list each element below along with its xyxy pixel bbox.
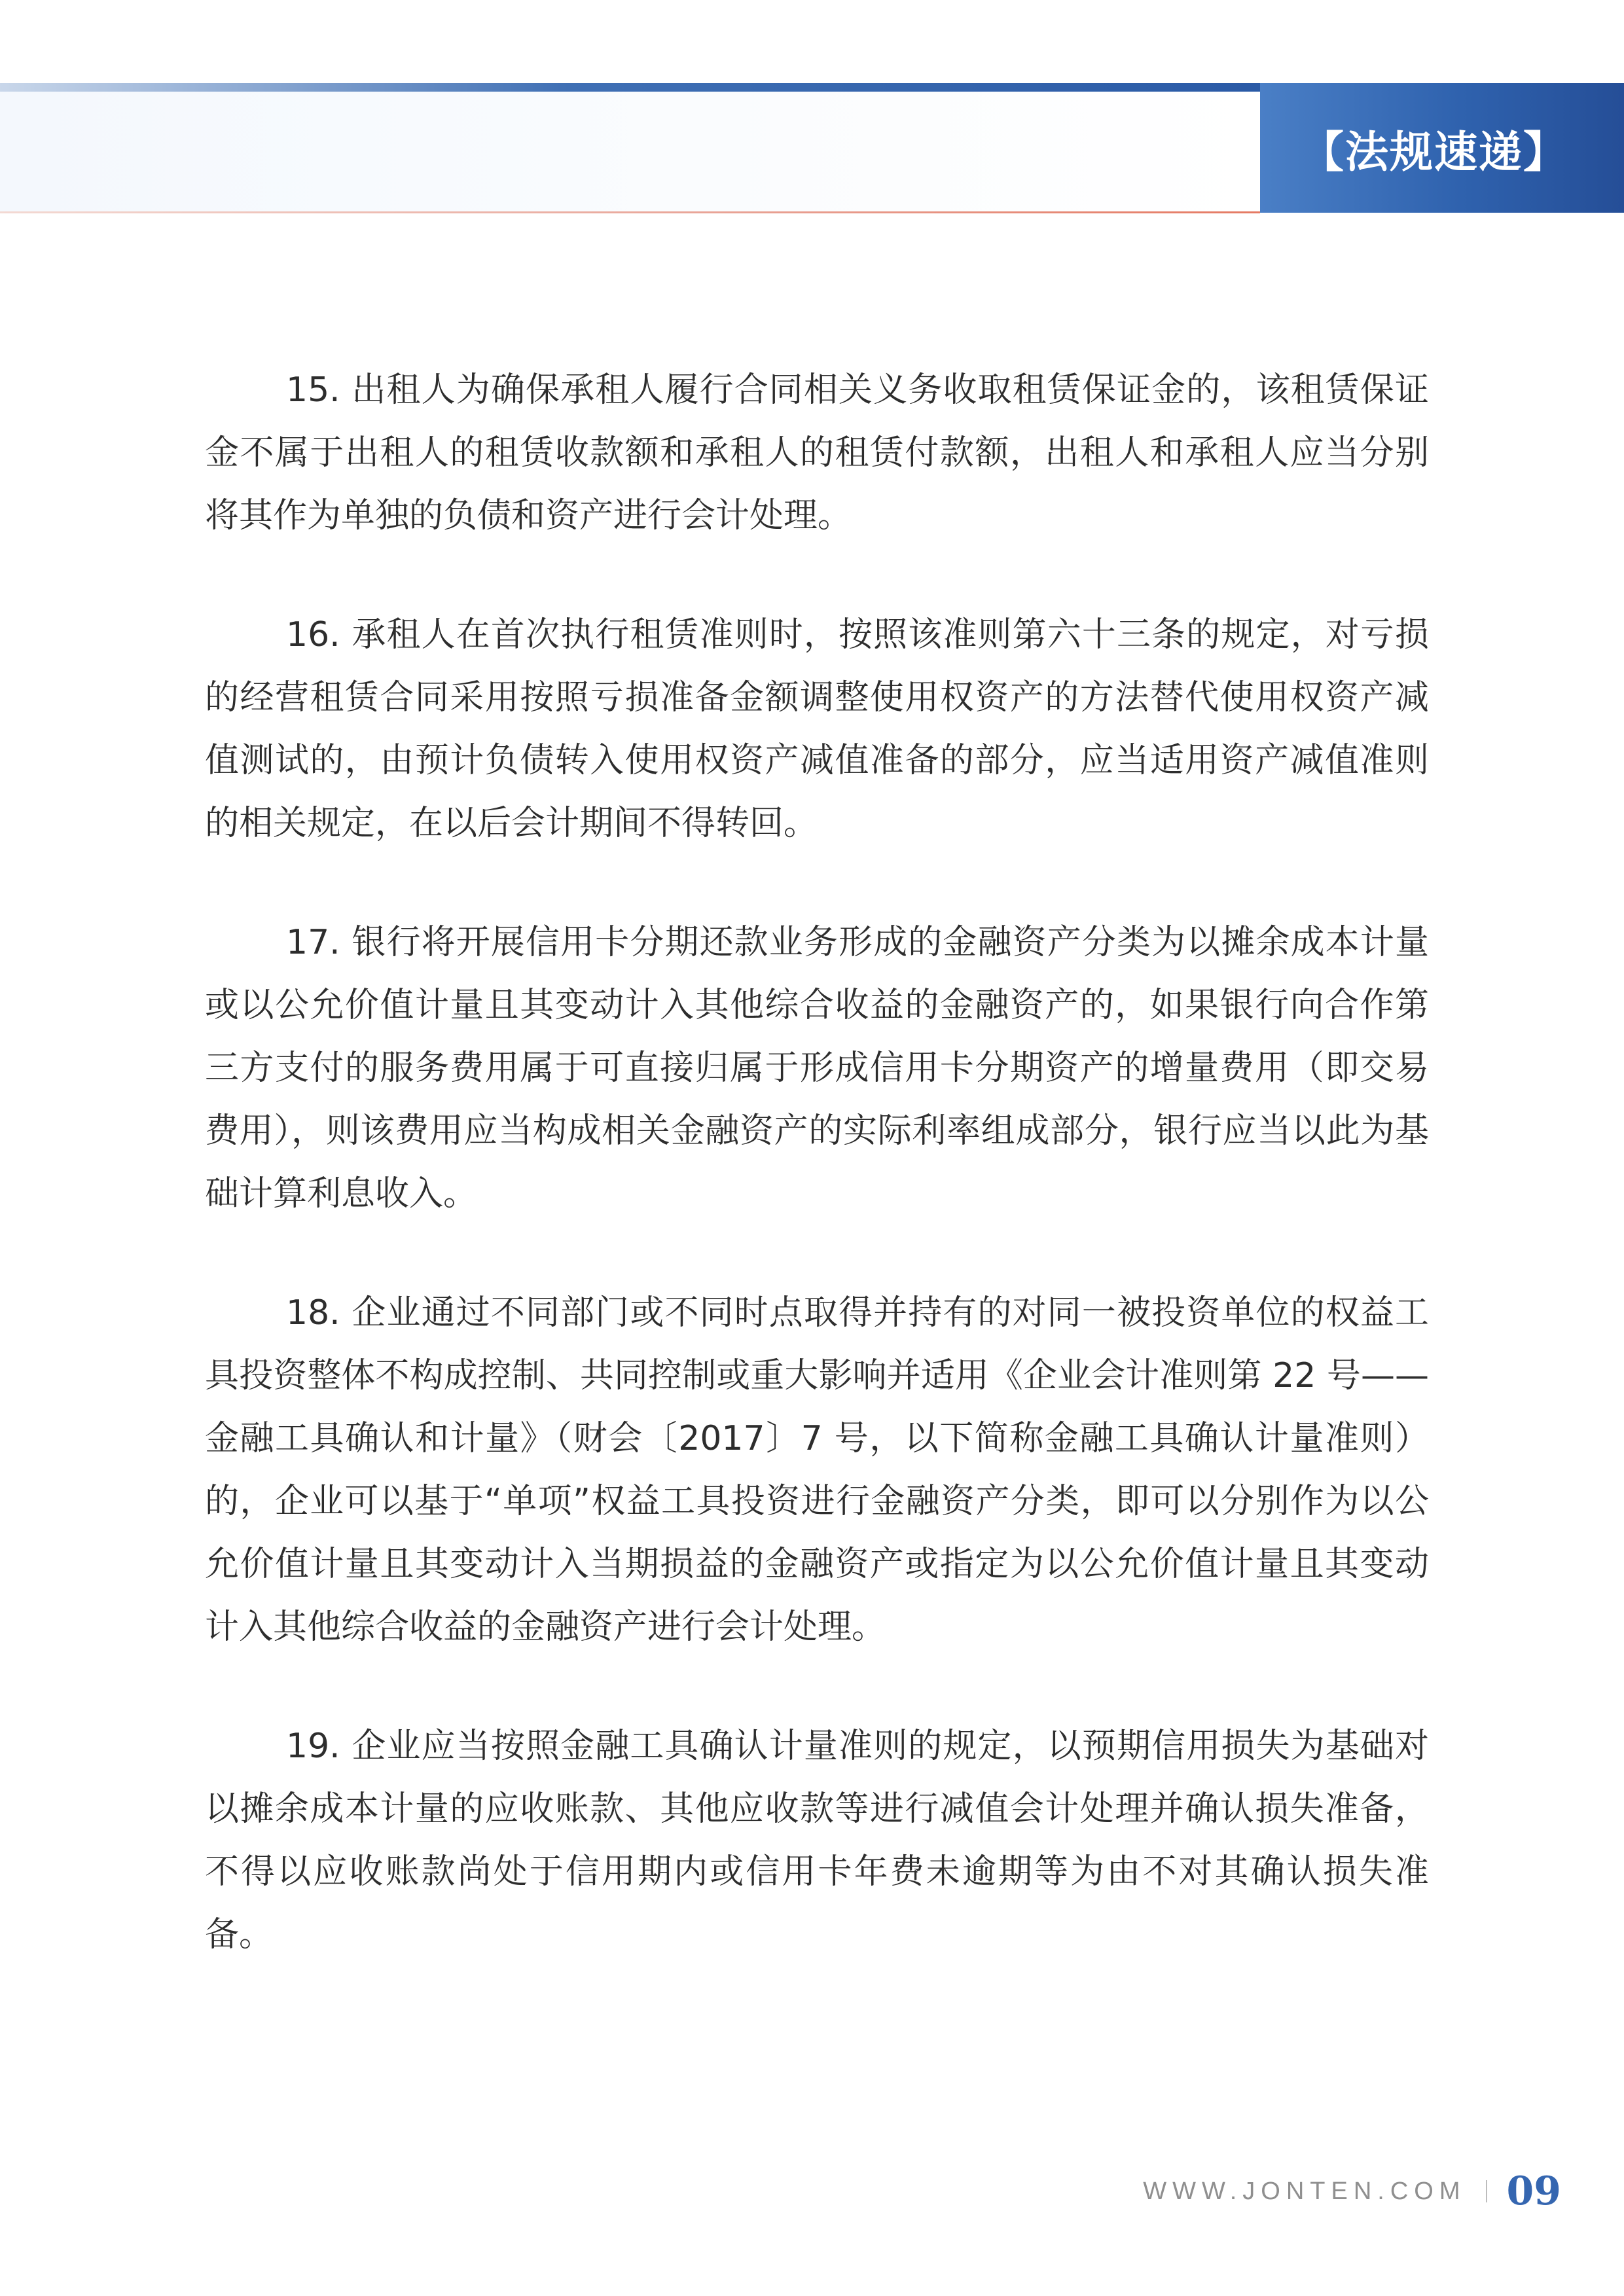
paragraph-17: 17. 银行将开展信用卡分期还款业务形成的金融资产分类为以摊余成本计量或以公允价值计量且其变动计入其他综合收益的金融资产的，如果银行向合作第三方支付的服务费用属于可直接归属于形成信用卡分期资产的增量费用（即交易费用），则该费用应当构成相关金融资产的实际利率组成部分，银行应当以此为基础计算利息收入。 — [205, 923, 1429, 1213]
header-background — [0, 92, 1260, 211]
paragraph-19: 19. 企业应当按照金融工具确认计量准则的规定，以预期信用损失为基础对以摊余成本计量的应收账款、其他应收款等进行减值会计处理并确认损失准备，不得以应收账款尚处于信用期内或信用卡年费未逾期等为由不对其确认损失准备。 — [205, 1727, 1429, 1954]
page-number: 09 — [1506, 2168, 1561, 2214]
website-url: WWW.JONTEN.COM — [1143, 2177, 1466, 2205]
section-title: 【法规速递】 — [1301, 126, 1568, 177]
page-footer — [1143, 2159, 1561, 2224]
header-top-rule — [0, 83, 1260, 92]
header-bottom-rule — [0, 211, 1260, 213]
paragraph-18: 18. 企业通过不同部门或不同时点取得并持有的对同一被投资单位的权益工具投资整体不构成控制、共同控制或重大影响并适用《企业会计准则第 22 号——金融工具确认和计量》（财会〔2017〕7 号，以下简称金融工具确认计量准则）的，企业可以基于“单项”权益工具投资进行金融资产分类，即可以分别作为以公允价值计量且其变动计入当期损益的金融资产或指定为以公允价值计量且其变动计入其他综合收益的金融资产进行会计处理。 — [205, 1293, 1429, 1647]
footer-divider — [1486, 2180, 1487, 2202]
section-tab — [1260, 83, 1624, 213]
header-band — [0, 83, 1624, 213]
paragraph-16: 16. 承租人在首次执行租赁准则时，按照该准则第六十三条的规定，对亏损的经营租赁合同采用按照亏损准备金额调整使用权资产的方法替代使用权资产减值测试的，由预计负债转入使用权资产减值准备的部分，应当适用资产减值准则的相关规定，在以后会计期间不得转回。 — [205, 615, 1429, 843]
paragraph-15: 15. 出租人为确保承租人履行合同相关义务收取租赁保证金的，该租赁保证金不属于出租人的租赁收款额和承租人的租赁付款额，出租人和承租人应当分别将其作为单独的负债和资产进行会计处理。 — [205, 370, 1429, 535]
article-body — [205, 359, 1429, 1966]
